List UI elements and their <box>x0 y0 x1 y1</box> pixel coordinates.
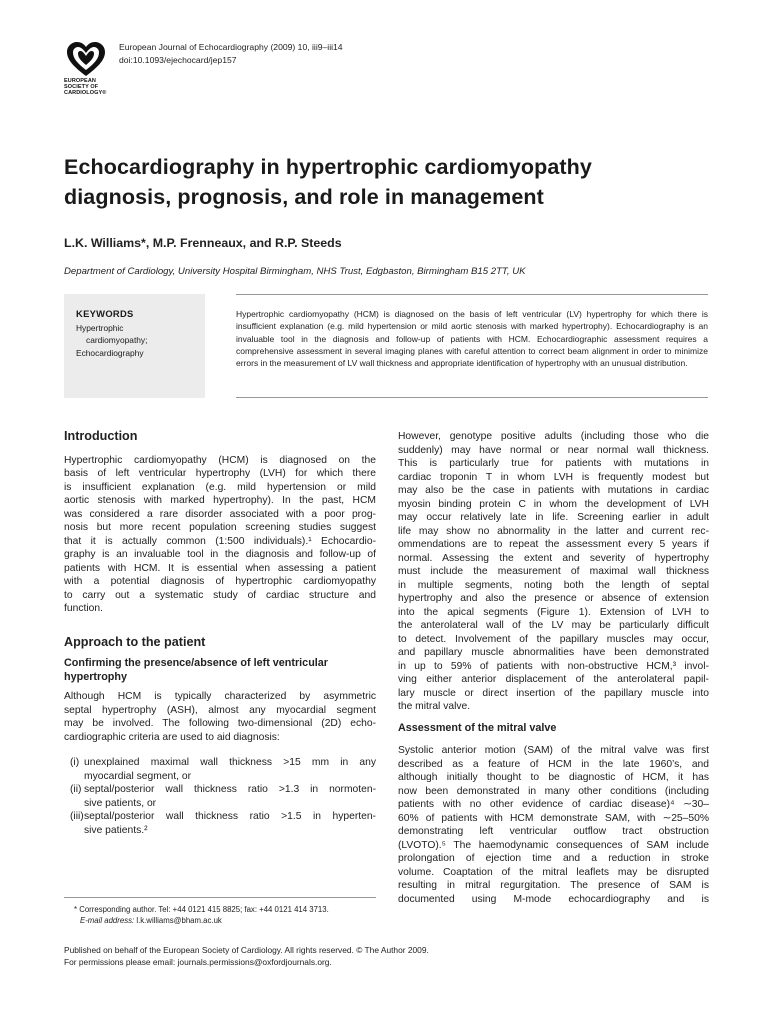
left-column <box>64 430 376 837</box>
authors: L.K. Williams*, M.P. Frenneaux, and R.P. Steeds <box>64 236 342 250</box>
abstract-bottom-rule <box>236 397 708 398</box>
email-line <box>74 916 380 927</box>
right-column <box>398 430 709 906</box>
affiliation: Department of Cardiology, University Hospital Birmingham, NHS Trust, Edgbaston, Birmingham B15 2TT, UK <box>64 266 526 277</box>
mitral-paragraph: Systolic anterior motion (SAM) of the mitral valve was first described as a feature of HCM in the late 1960’s, and although initially thought to be diagnostic of HCM, it has now been demonstrated in many other conditions (including patients with no other evidence of cardiac disease)⁴ ∼30– 60% of patients with HCM demonstrate SAM, with ∼25–50% demonstrating left ventricular outflow tract obstruction (LVOTO).⁵ The haemodynamic consequences of SAM include prolongation of ejection time and a reduction in stroke volume. Coaptation of the mitral leaflets may be disrupted resulting in mitral regurgitation. The presence of SAM is documented using M-mode echocardiography and is <box>398 745 709 905</box>
keywords-box <box>64 294 205 398</box>
genotype-paragraph: However, genotype positive adults (including those who die suddenly) may have normal or near normal wall thickness. This is particularly true for patients with mutations in cardiac troponin T in whom LVH is frequently modest but may also be the case in patients with mutations in cardiac myosin binding protein C in whom the development of LVH may occur relatively late in life. Screening earlier in adult life may show no abnormality in the latter and current rec- ommendations are to repeat the assessment every 5 years if normal. Assessing the extent and severity of hypertrophy must include the measurement of maximal wall thickness in multiple segments, noting both the length of septal hypertrophy and also the presence or absence of extension into the apical segments (Figure 1). Extension of LVH to the anterolateral wall of the LV may be particularly difficult to detect. Involvement of the papillary muscles may occur, and papillary muscle abnormalities have been demonstrated in up to 59% of patients with non-obstructive HCM,³ invol- ving either anterior displacement of the anterolateral papil- lary muscle or direct insertion of the papillary muscle into the mitral valve. <box>398 431 709 712</box>
doi: doi:10.1093/ejechocard/jep157 <box>119 54 237 65</box>
subsection-heading-confirming-lvh: Confirming the presence/absence of left ventricular hypertrophy <box>64 657 328 683</box>
diagnostic-criteria-list <box>64 756 376 837</box>
abstract-text: Hypertrophic cardiomyopathy (HCM) is diagnosed on the basis of left ventricular (LV) hypertrophy for which there is insufficient explanation (e.g. mild hypertension or mild aortic stenosis with marked hypertrophy). Echocardiography is an invaluable tool in the diagnosis and follow-up of patients with HCM. Echocardiographic assessment requires a comprehensive assessment in several imaging planes with careful attention to correct beam alignment in order to minimize errors in the measurement of LV wall thickness and appropriate identification of hypertrophy with an unusual distribution. <box>236 309 708 369</box>
subsection-heading-mitral-valve: Assessment of the mitral valve <box>398 721 557 734</box>
heart-logo-icon <box>64 40 108 80</box>
journal-citation-block <box>119 41 343 66</box>
permissions-line: For permissions please email: journals.permissions@oxfordjournals.org. <box>64 957 332 968</box>
keyword-item: Hypertrophic <box>76 323 124 333</box>
keyword-item: Echocardiography <box>76 347 144 358</box>
intro-paragraph: Hypertrophic cardiomyopathy (HCM) is diagnosed on the basis of left ventricular hypertrophy (LVH) for which there is insufficient explanation (e.g. mild hypertension or mild aortic stenosis with marked hypertrophy). In the past, HCM was considered a rare disorder associated with a poor prog- nosis but more recent population screening studies suggest that it is actually common (1:500 individuals).¹ Echocardio- graphy is an invaluable tool in the diagnosis and follow-up of patients with HCM. It is essential when assessing a patient with a potential diagnosis of hypertrophic cardiomyopathy to carry out a systematic study of cardiac structure and function. <box>64 454 376 614</box>
section-heading-approach: Approach to the patient <box>64 634 206 649</box>
keywords-heading: KEYWORDS <box>76 308 134 319</box>
logo-wordmark: EUROPEAN SOCIETY OF CARDIOLOGY® <box>64 78 107 97</box>
email-address[interactable]: l.k.williams@bham.ac.uk <box>136 915 222 925</box>
email-label: E-mail address: <box>80 915 135 925</box>
abstract <box>236 308 708 369</box>
footnote-rule <box>64 897 376 898</box>
publisher-line: Published on behalf of the European Society of Cardiology. All rights reserved. © The Author 2009. <box>64 945 429 955</box>
criteria-item: (ii) septal/posterior wall thickness ratio >1.3 in normoten- sive patients, or <box>70 784 376 809</box>
abstract-top-rule <box>236 294 708 295</box>
criteria-item: (iii) septal/posterior wall thickness ratio >1.5 in hyperten- sive patients.² <box>70 811 376 836</box>
page-footer <box>64 944 429 969</box>
corresponding-author: * Corresponding author. Tel: +44 0121 415 8825; fax: +44 0121 414 3713. <box>74 905 329 914</box>
section-heading-introduction: Introduction <box>64 429 138 443</box>
confirm-paragraph: Although HCM is typically characterized by asymmetric septal hypertrophy (ASH), almost any myocardial segment may be involved. The following two-dimensional (2D) echo- cardiographic criteria are used to aid diagnosis: <box>64 691 376 743</box>
article-title: Echocardiography in hypertrophic cardiomyopathy diagnosis, prognosis, and role in management <box>64 155 592 209</box>
footnote <box>74 905 380 926</box>
keyword-item: cardiomyopathy; <box>86 335 148 346</box>
criteria-item: (i) unexplained maximal wall thickness >15 mm in any myocardial segment, or <box>70 757 376 782</box>
journal-citation: European Journal of Echocardiography (2009) 10, iii9–iii14 <box>119 42 343 52</box>
